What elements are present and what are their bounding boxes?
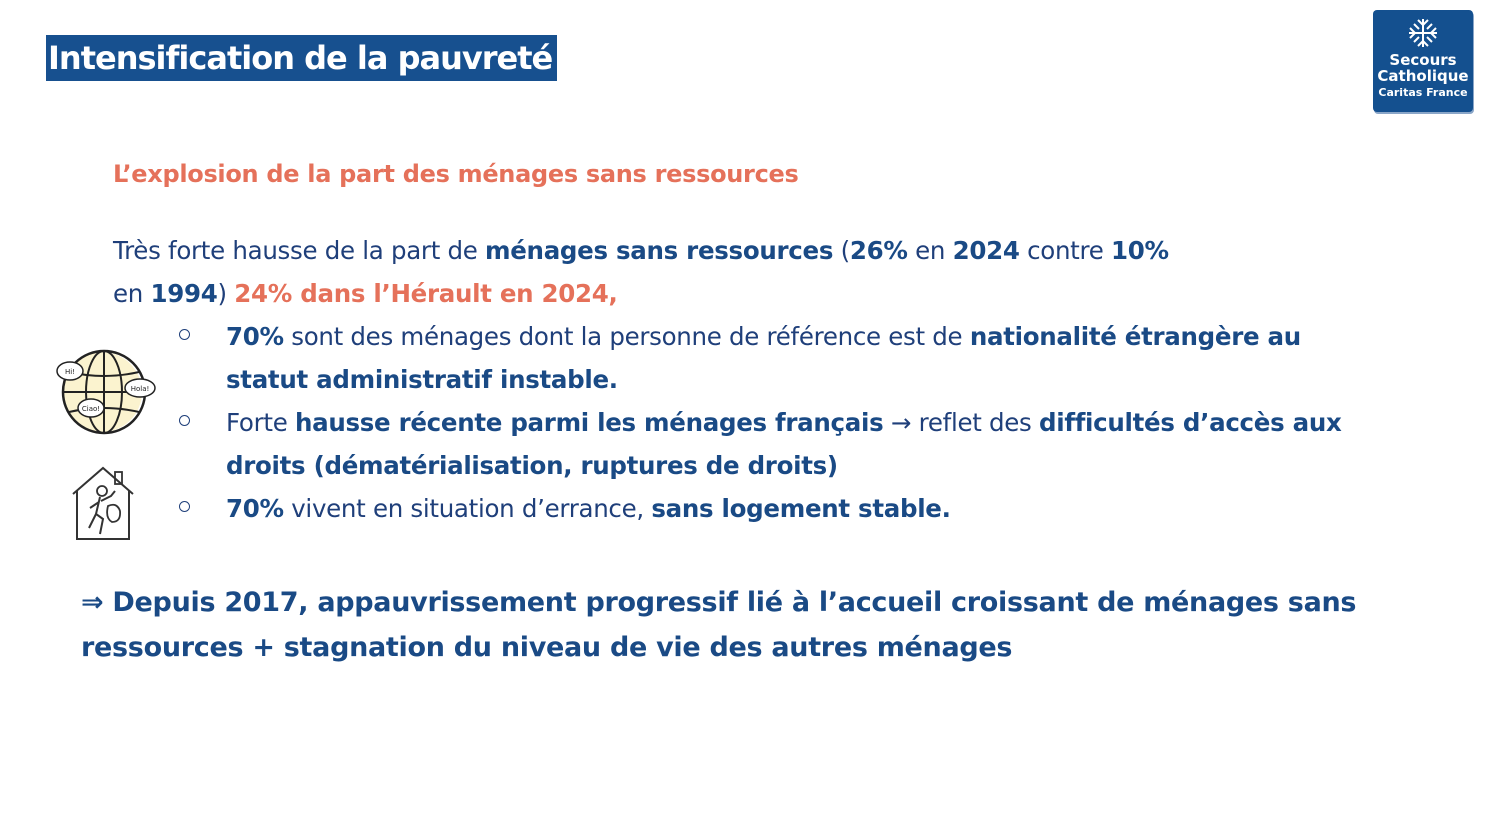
bullet-item [113,401,1353,487]
bullet-text: vivent en situation d’errance, [283,494,652,523]
bullet-text: Forte [226,408,295,437]
intro-text: contre [1019,236,1111,265]
bullet-bold: 70% [226,494,284,523]
body-text [113,229,1353,530]
bullet-bold: 70% [226,322,284,351]
bullet-circle-icon [179,415,190,426]
intro-bold: 2024 [952,236,1020,265]
intro-text: en [907,236,953,265]
bullet-text: sont des ménages dont la personne de référence est de [283,322,970,351]
conclusion-text: ⇒ Depuis 2017, appauvrissement progressif lié à l’accueil croissant de ménages sans ressources + stagnation du niveau de vie des autres ménages [81,587,1357,663]
intro-paragraph [113,236,1169,308]
globe-languages-icon [54,340,160,440]
logo-line-3: Caritas France [1378,86,1468,99]
bullet-item [113,487,1353,530]
intro-bold: 1994 [150,279,218,308]
bullet-item [113,315,1353,401]
intro-bold: ménages sans ressources [485,236,834,265]
intro-bold: 26% [849,236,908,265]
section-subtitle: L’explosion de la part des ménages sans ressources [113,160,799,188]
intro-bold: 10% [1111,236,1169,265]
intro-text: en [113,279,151,308]
homeless-house-icon [70,466,136,542]
slide-title: Intensification de la pauvreté [46,35,557,81]
bullet-bold: nationalité étrangère au statut administratif instable. [226,322,1301,394]
secours-catholique-logo [1373,10,1473,112]
intro-highlight: 24% dans l’Hérault en 2024, [234,279,618,308]
caritas-cross-icon [1406,16,1440,50]
globe-label: Hola! [130,385,150,393]
bullet-bold: hausse récente parmi les ménages français [294,408,884,437]
globe-label: Ciao! [81,405,101,413]
logo-line-2: Catholique [1377,67,1469,85]
bullet-circle-icon [179,501,190,512]
globe-label: Hi! [64,368,76,376]
logo-line-1: Secours [1389,51,1457,69]
intro-text: Très forte hausse de la part de [113,236,486,265]
bullet-bold: difficultés d’accès aux droits (dématérialisation, ruptures de droits) [226,408,1342,480]
bullet-bold: sans logement stable. [651,494,951,523]
bullet-text: → reflet des [883,408,1039,437]
intro-text: ( [833,236,850,265]
intro-text: ) [217,279,235,308]
bullet-circle-icon [179,329,190,340]
